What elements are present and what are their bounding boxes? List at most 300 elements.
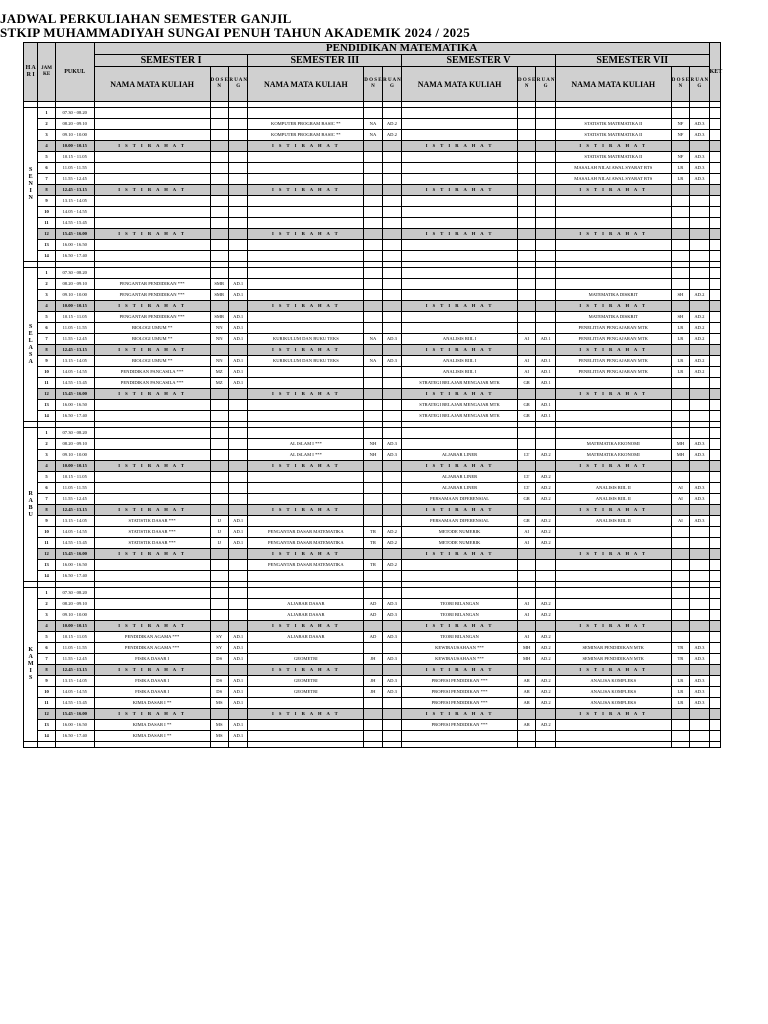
dosen-cell <box>671 560 689 571</box>
course-name-cell <box>555 207 671 218</box>
break-cell: I S T I R A H A T <box>248 549 364 560</box>
course-name-cell <box>555 472 671 483</box>
course-name-cell <box>248 367 364 378</box>
ruang-cell: AD.1 <box>228 720 247 731</box>
course-name-cell: METODE NUMERIK <box>402 538 518 549</box>
jam-ke-cell: 13 <box>38 720 55 731</box>
dosen-cell <box>210 450 228 461</box>
dosen-cell: SY <box>210 632 228 643</box>
pukul-cell: 14.05 - 14.55 <box>55 207 94 218</box>
ruang-cell: AD.3 <box>690 643 710 654</box>
course-name-cell: METODE NUMERIK <box>402 527 518 538</box>
dosen-cell <box>671 141 689 152</box>
course-name-cell: MATEMATIKA EKONOMI <box>555 450 671 461</box>
pukul-cell: 14.55 - 15.45 <box>55 538 94 549</box>
course-name-cell <box>402 560 518 571</box>
ket-cell <box>709 472 720 483</box>
course-name-cell: PENELITIAN PENGAJARAN MTK <box>555 367 671 378</box>
schedule-row <box>24 527 721 538</box>
dosen-cell <box>671 389 689 400</box>
pukul-cell: 08.20 - 09.10 <box>55 279 94 290</box>
column-header-ruang: R U A N G <box>690 67 710 102</box>
course-name-cell <box>402 130 518 141</box>
dosen-cell <box>210 428 228 439</box>
course-name-cell <box>555 571 671 582</box>
dosen-cell: IJ <box>210 527 228 538</box>
dosen-cell <box>517 108 535 119</box>
ruang-cell <box>536 229 555 240</box>
dosen-cell <box>364 312 382 323</box>
ket-cell <box>709 549 720 560</box>
separator-cell <box>364 742 382 748</box>
course-name-cell <box>402 218 518 229</box>
course-name-cell: ANALISIS RIIL I <box>402 356 518 367</box>
course-name-cell <box>402 174 518 185</box>
ruang-cell <box>228 709 247 720</box>
ruang-cell: AD.3 <box>382 599 401 610</box>
course-name-cell <box>248 588 364 599</box>
course-name-cell: AL ISLAM I *** <box>248 450 364 461</box>
ruang-cell: AD.1 <box>228 279 247 290</box>
ruang-cell <box>690 108 710 119</box>
ket-cell <box>709 588 720 599</box>
ket-cell <box>709 389 720 400</box>
ruang-cell <box>382 720 401 731</box>
dosen-cell <box>671 527 689 538</box>
course-name-cell <box>94 240 210 251</box>
dosen-cell <box>671 588 689 599</box>
day-label <box>24 268 38 422</box>
dosen-cell: MZ <box>210 378 228 389</box>
schedule-row <box>24 367 721 378</box>
pukul-cell: 08.20 - 09.10 <box>55 119 94 130</box>
course-name-cell: STRATEGI BELAJAR MENGAJAR MTK <box>402 378 518 389</box>
pukul-cell: 07.30 - 08.20 <box>55 588 94 599</box>
ruang-cell <box>690 400 710 411</box>
course-name-cell <box>94 483 210 494</box>
ket-cell <box>709 527 720 538</box>
course-name-cell: PENDIDIKAN PANCASILA *** <box>94 367 210 378</box>
break-cell: I S T I R A H A T <box>248 185 364 196</box>
column-header-dosen: D O S E N <box>210 67 228 102</box>
pukul-cell: 07.30 - 08.20 <box>55 268 94 279</box>
dosen-cell <box>517 428 535 439</box>
dosen-cell <box>517 229 535 240</box>
ket-cell <box>709 505 720 516</box>
course-name-cell <box>94 196 210 207</box>
dosen-cell <box>671 108 689 119</box>
separator-cell <box>536 742 555 748</box>
ruang-cell: AD.3 <box>382 450 401 461</box>
ket-cell <box>709 665 720 676</box>
dosen-cell <box>364 472 382 483</box>
course-name-cell: STATISTIK DASAR *** <box>94 516 210 527</box>
ruang-cell: AD.2 <box>536 483 555 494</box>
ruang-cell: AD.2 <box>536 538 555 549</box>
course-name-cell <box>248 516 364 527</box>
course-name-cell <box>555 428 671 439</box>
break-cell: I S T I R A H A T <box>94 549 210 560</box>
schedule-row <box>24 356 721 367</box>
jam-ke-cell: 8 <box>38 185 55 196</box>
dosen-cell: LR <box>671 334 689 345</box>
dosen-cell <box>671 218 689 229</box>
separator-cell <box>38 742 55 748</box>
jam-ke-cell: 1 <box>38 588 55 599</box>
ket-cell <box>709 141 720 152</box>
course-name-cell <box>555 400 671 411</box>
course-name-cell: BIOLOGI UMUM ** <box>94 334 210 345</box>
schedule-row <box>24 654 721 665</box>
dosen-cell: MS <box>210 698 228 709</box>
ruang-cell <box>690 345 710 356</box>
dosen-cell: NF <box>671 152 689 163</box>
jam-ke-cell: 7 <box>38 334 55 345</box>
schedule-row <box>24 428 721 439</box>
jam-ke-cell: 4 <box>38 461 55 472</box>
schedule-row <box>24 687 721 698</box>
dosen-cell <box>210 185 228 196</box>
ruang-cell <box>382 218 401 229</box>
course-name-cell <box>94 207 210 218</box>
course-name-cell: STATISTIK DASAR *** <box>94 538 210 549</box>
course-name-cell <box>94 560 210 571</box>
break-cell: I S T I R A H A T <box>248 229 364 240</box>
schedule-row <box>24 461 721 472</box>
schedule-row <box>24 119 721 130</box>
dosen-cell: GR <box>517 516 535 527</box>
course-name-cell <box>94 599 210 610</box>
column-header-ket: KET <box>709 43 720 102</box>
course-name-cell: SEMINAR PENDIDIKAN MTK <box>555 643 671 654</box>
course-name-cell <box>402 428 518 439</box>
jam-ke-cell: 7 <box>38 654 55 665</box>
course-name-cell: ALJABAR DASAR <box>248 632 364 643</box>
jam-ke-cell: 9 <box>38 196 55 207</box>
dosen-cell <box>364 516 382 527</box>
ruang-cell <box>536 389 555 400</box>
schedule-row <box>24 643 721 654</box>
dosen-cell: AI <box>517 632 535 643</box>
pukul-cell: 11.05 - 11.55 <box>55 323 94 334</box>
course-name-cell <box>248 163 364 174</box>
break-cell: I S T I R A H A T <box>402 345 518 356</box>
course-name-cell <box>94 218 210 229</box>
ket-cell <box>709 312 720 323</box>
semester-header: SEMESTER VII <box>555 55 709 67</box>
ruang-cell: AD.2 <box>536 632 555 643</box>
dosen-cell <box>671 400 689 411</box>
course-name-cell: STATISTIK MATEMATIKA II <box>555 152 671 163</box>
course-name-cell: MASALAH NILAI AWAL SYARAT BTS <box>555 163 671 174</box>
course-name-cell: PROFESI PENDIDIKAN *** <box>402 698 518 709</box>
schedule-row <box>24 632 721 643</box>
ruang-cell: AD.2 <box>536 450 555 461</box>
ruang-cell <box>382 643 401 654</box>
course-name-cell <box>248 378 364 389</box>
dosen-cell <box>517 174 535 185</box>
dosen-cell <box>210 389 228 400</box>
ket-cell <box>709 218 720 229</box>
column-header-dosen: D O S E N <box>671 67 689 102</box>
ruang-cell <box>690 240 710 251</box>
ruang-cell <box>382 428 401 439</box>
dosen-cell: NA <box>364 334 382 345</box>
jam-ke-cell: 14 <box>38 251 55 262</box>
ruang-cell <box>382 345 401 356</box>
ruang-cell <box>690 461 710 472</box>
break-cell: I S T I R A H A T <box>402 461 518 472</box>
ruang-cell <box>228 301 247 312</box>
schedule-row <box>24 389 721 400</box>
course-name-cell <box>94 152 210 163</box>
ruang-cell <box>536 549 555 560</box>
ruang-cell: AD.2 <box>536 494 555 505</box>
dosen-cell <box>671 505 689 516</box>
pukul-cell: 14.05 - 14.55 <box>55 527 94 538</box>
jam-ke-cell: 13 <box>38 560 55 571</box>
ket-cell <box>709 119 720 130</box>
jam-ke-cell: 5 <box>38 152 55 163</box>
dosen-cell: LR <box>671 367 689 378</box>
jam-ke-cell: 1 <box>38 428 55 439</box>
jam-ke-cell: 6 <box>38 163 55 174</box>
course-name-cell: KEWIRAUSAHAAN *** <box>402 654 518 665</box>
ruang-cell <box>228 494 247 505</box>
schedule-row <box>24 610 721 621</box>
course-name-cell: ALJABAR LINER <box>402 483 518 494</box>
ruang-cell: AD.1 <box>228 654 247 665</box>
schedule-row <box>24 560 721 571</box>
ruang-cell <box>690 207 710 218</box>
semester-header: SEMESTER I <box>94 55 248 67</box>
ruang-cell <box>536 621 555 632</box>
ruang-cell <box>536 665 555 676</box>
course-name-cell <box>248 472 364 483</box>
dosen-cell <box>517 549 535 560</box>
course-name-cell <box>555 527 671 538</box>
ruang-cell <box>536 312 555 323</box>
ruang-cell <box>228 571 247 582</box>
schedule-row <box>24 516 721 527</box>
course-name-cell <box>555 610 671 621</box>
pukul-cell: 11.05 - 11.55 <box>55 643 94 654</box>
schedule-row <box>24 411 721 422</box>
column-header-hari: H A R I <box>24 43 38 102</box>
ket-cell <box>709 709 720 720</box>
course-name-cell <box>555 632 671 643</box>
ruang-cell <box>228 218 247 229</box>
ruang-cell <box>382 483 401 494</box>
break-cell: I S T I R A H A T <box>402 549 518 560</box>
dosen-cell <box>517 163 535 174</box>
ket-cell <box>709 731 720 742</box>
break-cell: I S T I R A H A T <box>248 665 364 676</box>
ruang-cell <box>382 494 401 505</box>
dosen-cell <box>671 709 689 720</box>
course-name-cell <box>555 411 671 422</box>
dosen-cell: LR <box>671 163 689 174</box>
ruang-cell <box>228 141 247 152</box>
schedule-row <box>24 599 721 610</box>
jam-ke-cell: 4 <box>38 621 55 632</box>
ruang-cell <box>690 268 710 279</box>
course-name-cell <box>248 279 364 290</box>
pukul-cell: 16.50 - 17.40 <box>55 251 94 262</box>
break-cell: I S T I R A H A T <box>555 345 671 356</box>
course-name-cell <box>555 218 671 229</box>
pukul-cell: 14.55 - 15.45 <box>55 378 94 389</box>
course-name-cell <box>402 279 518 290</box>
dosen-cell: JH <box>364 654 382 665</box>
ruang-cell <box>228 549 247 560</box>
ket-cell <box>709 268 720 279</box>
dosen-cell <box>364 229 382 240</box>
ruang-cell <box>382 196 401 207</box>
ruang-cell: AD.2 <box>536 516 555 527</box>
ruang-cell <box>536 571 555 582</box>
separator-cell <box>228 742 247 748</box>
dosen-cell <box>210 560 228 571</box>
ket-cell <box>709 654 720 665</box>
course-name-cell: TEORI BILANGAN <box>402 610 518 621</box>
ket-cell <box>709 185 720 196</box>
ket-cell <box>709 229 720 240</box>
dosen-cell: AI <box>517 599 535 610</box>
schedule-row <box>24 588 721 599</box>
ruang-cell <box>382 709 401 720</box>
schedule-row <box>24 174 721 185</box>
ket-cell <box>709 676 720 687</box>
pukul-cell: 09.10 - 10.00 <box>55 450 94 461</box>
schedule-row <box>24 571 721 582</box>
dosen-cell: AI <box>517 367 535 378</box>
dosen-cell: NA <box>364 130 382 141</box>
ruang-cell <box>228 240 247 251</box>
ruang-cell <box>382 665 401 676</box>
ruang-cell <box>382 516 401 527</box>
ruang-cell <box>536 279 555 290</box>
course-name-cell <box>402 152 518 163</box>
ruang-cell <box>690 599 710 610</box>
ruang-cell: AD.2 <box>536 687 555 698</box>
ruang-cell: AD.1 <box>228 312 247 323</box>
dosen-cell <box>671 632 689 643</box>
pukul-cell: 16.50 - 17.40 <box>55 411 94 422</box>
ruang-cell: AD.1 <box>536 400 555 411</box>
break-cell: I S T I R A H A T <box>402 621 518 632</box>
dosen-cell <box>517 301 535 312</box>
dosen-cell <box>210 549 228 560</box>
jam-ke-cell: 10 <box>38 367 55 378</box>
dosen-cell: MZ <box>210 367 228 378</box>
pukul-cell: 10.15 - 11.05 <box>55 472 94 483</box>
ruang-cell: AD.3 <box>690 494 710 505</box>
ruang-cell <box>536 119 555 130</box>
dosen-cell <box>364 185 382 196</box>
course-name-cell <box>555 240 671 251</box>
dosen-cell: AI <box>517 610 535 621</box>
ruang-cell: AD.1 <box>228 538 247 549</box>
dosen-cell: SY <box>210 643 228 654</box>
course-name-cell <box>248 312 364 323</box>
ruang-cell <box>228 251 247 262</box>
course-name-cell: PENGANTAR DASAR MATEMATIKA <box>248 538 364 549</box>
course-name-cell <box>555 538 671 549</box>
course-name-cell <box>248 207 364 218</box>
course-name-cell: ANALISIS RIIL II <box>555 516 671 527</box>
course-name-cell: GEOMETRI <box>248 654 364 665</box>
separator-cell <box>24 742 38 748</box>
course-name-cell: GEOMETRI <box>248 676 364 687</box>
course-name-cell: PENDIDIKAN AGAMA *** <box>94 643 210 654</box>
ruang-cell <box>690 301 710 312</box>
ket-cell <box>709 461 720 472</box>
pukul-cell: 09.10 - 10.00 <box>55 290 94 301</box>
dosen-cell <box>210 240 228 251</box>
ket-cell <box>709 720 720 731</box>
course-name-cell <box>94 571 210 582</box>
ruang-cell <box>382 251 401 262</box>
dosen-cell <box>364 251 382 262</box>
course-name-cell <box>402 251 518 262</box>
schedule-row <box>24 334 721 345</box>
course-name-cell <box>248 428 364 439</box>
course-name-cell <box>402 731 518 742</box>
dosen-cell <box>671 196 689 207</box>
course-name-cell <box>94 174 210 185</box>
dosen-cell <box>364 588 382 599</box>
separator-cell <box>94 742 210 748</box>
ket-cell <box>709 174 720 185</box>
course-name-cell <box>248 571 364 582</box>
course-name-cell: ANALISIS RIIL I <box>402 334 518 345</box>
column-header-dosen: D O S E N <box>364 67 382 102</box>
jam-ke-cell: 6 <box>38 483 55 494</box>
ruang-cell <box>690 621 710 632</box>
dosen-cell <box>210 505 228 516</box>
break-cell: I S T I R A H A T <box>248 141 364 152</box>
ruang-cell: AD.1 <box>536 378 555 389</box>
dosen-cell <box>671 549 689 560</box>
dosen-cell: AR <box>517 698 535 709</box>
course-name-cell: ANALISIS RIIL II <box>555 494 671 505</box>
dosen-cell: TR <box>364 527 382 538</box>
dosen-cell <box>210 141 228 152</box>
dosen-cell <box>364 428 382 439</box>
schedule-row <box>24 240 721 251</box>
dosen-cell: TR <box>364 538 382 549</box>
jam-ke-cell: 12 <box>38 229 55 240</box>
break-cell: I S T I R A H A T <box>94 301 210 312</box>
jam-ke-cell: 10 <box>38 687 55 698</box>
jam-ke-cell: 3 <box>38 450 55 461</box>
course-name-cell <box>94 268 210 279</box>
pukul-cell: 14.55 - 15.45 <box>55 698 94 709</box>
dosen-cell <box>210 229 228 240</box>
ruang-cell: AD.3 <box>382 676 401 687</box>
dosen-cell <box>517 621 535 632</box>
ruang-cell: AD.2 <box>536 610 555 621</box>
course-name-cell: PROFESI PENDIDIKAN *** <box>402 720 518 731</box>
ruang-cell <box>382 185 401 196</box>
ruang-cell <box>382 229 401 240</box>
dosen-cell <box>517 709 535 720</box>
schedule-row <box>24 196 721 207</box>
column-header-nama-mata-kuliah: NAMA MATA KULIAH <box>555 67 671 102</box>
ruang-cell <box>228 610 247 621</box>
dosen-cell: LT <box>517 450 535 461</box>
